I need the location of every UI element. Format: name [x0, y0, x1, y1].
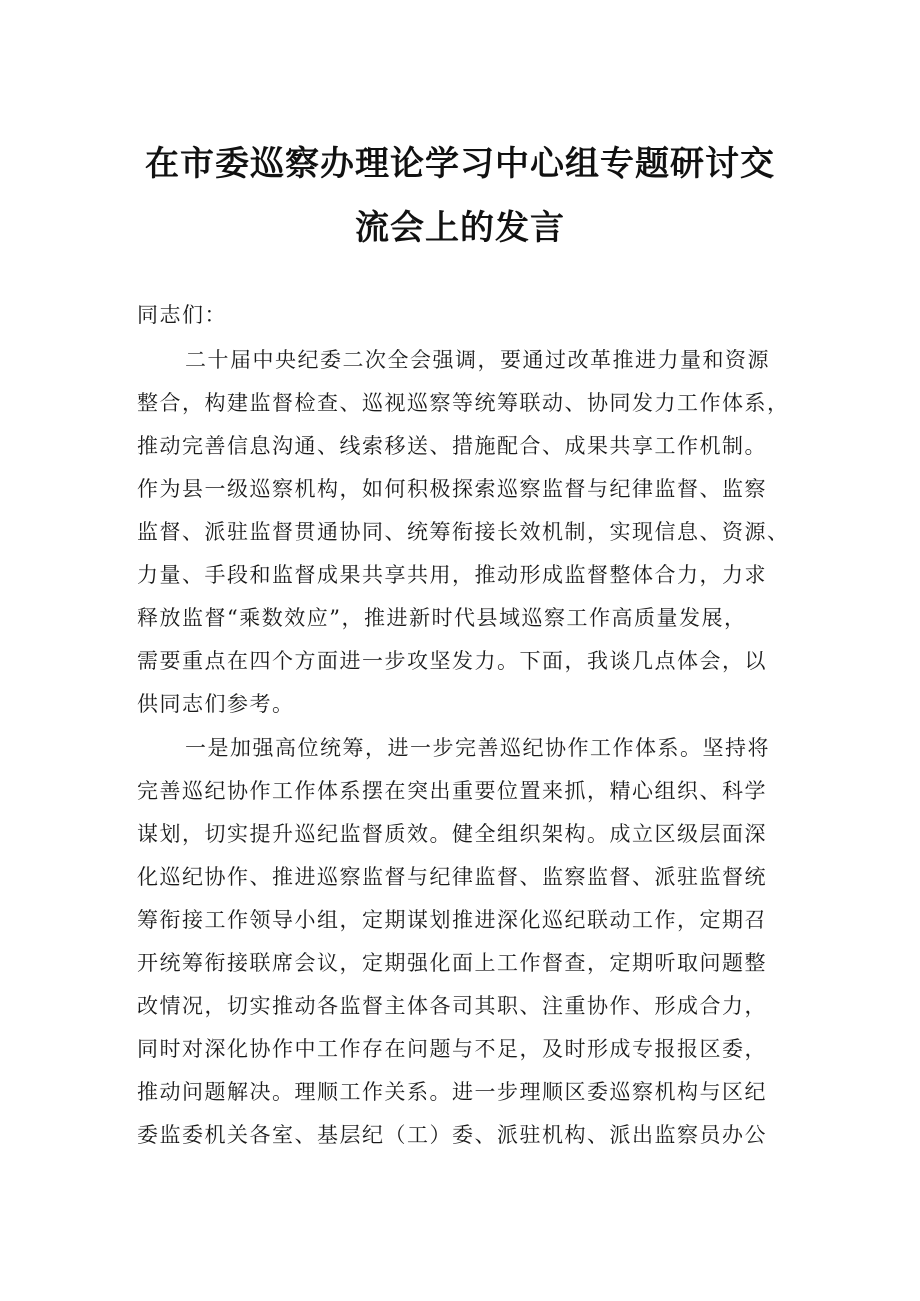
paragraph-line: 完善巡纪协作工作体系摆在突出重要位置来抓，精心组织、科学	[137, 779, 767, 803]
paragraph-line: 作为县一级巡察机构，如何积极探索巡察监督与纪律监督、监察	[137, 477, 767, 501]
paragraph-line: 谋划，切实提升巡纪监督质效。健全组织架构。成立区级层面深	[137, 822, 767, 846]
document-title-line-2: 流会上的发言	[355, 208, 565, 248]
paragraph-line: 一是加强高位统筹，进一步完善巡纪协作工作体系。坚持将	[185, 736, 770, 760]
paragraph-line: 委监委机关各室、基层纪（工）委、派驻机构、派出监察员办公	[137, 1123, 767, 1147]
paragraph-line: 二十届中央纪委二次全会强调，要通过改革推进力量和资源	[185, 348, 770, 372]
paragraph-line: 化巡纪协作、推进巡察监督与纪律监督、监察监督、派驻监督统	[137, 865, 767, 889]
paragraph-line: 释放监督“乘数效应”，推进新时代县域巡察工作高质量发展，	[137, 606, 747, 630]
paragraph-line: 同时对深化协作中工作存在问题与不足，及时形成专报报区委，	[137, 1037, 767, 1061]
paragraph-line: 开统筹衔接联席会议，定期强化面上工作督查，定期听取问题整	[137, 951, 767, 975]
paragraph-line: 力量、手段和监督成果共享共用，推动形成监督整体合力，力求	[137, 563, 767, 587]
paragraph-line: 需要重点在四个方面进一步攻坚发力。下面，我谈几点体会，以	[137, 649, 767, 673]
paragraph-line: 筹衔接工作领导小组，定期谋划推进深化巡纪联动工作，定期召	[137, 908, 767, 932]
paragraph-line: 推动问题解决。理顺工作关系。进一步理顺区委巡察机构与区纪	[137, 1080, 767, 1104]
paragraph-line: 改情况，切实推动各监督主体各司其职、注重协作、形成合力，	[137, 994, 767, 1018]
paragraph-line: 推动完善信息沟通、线索移送、措施配合、成果共享工作机制。	[137, 434, 767, 458]
salutation: 同志们：	[137, 303, 227, 327]
paragraph-line: 监督、派驻监督贯通协同、统筹衔接长效机制，实现信息、资源、	[137, 520, 790, 544]
paragraph-line: 整合，构建监督检查、巡视巡察等统筹联动、协同发力工作体系，	[137, 391, 790, 415]
document-title-line-1: 在市委巡察办理论学习中心组专题研讨交	[145, 144, 775, 184]
paragraph-line: 供同志们参考。	[137, 692, 295, 716]
